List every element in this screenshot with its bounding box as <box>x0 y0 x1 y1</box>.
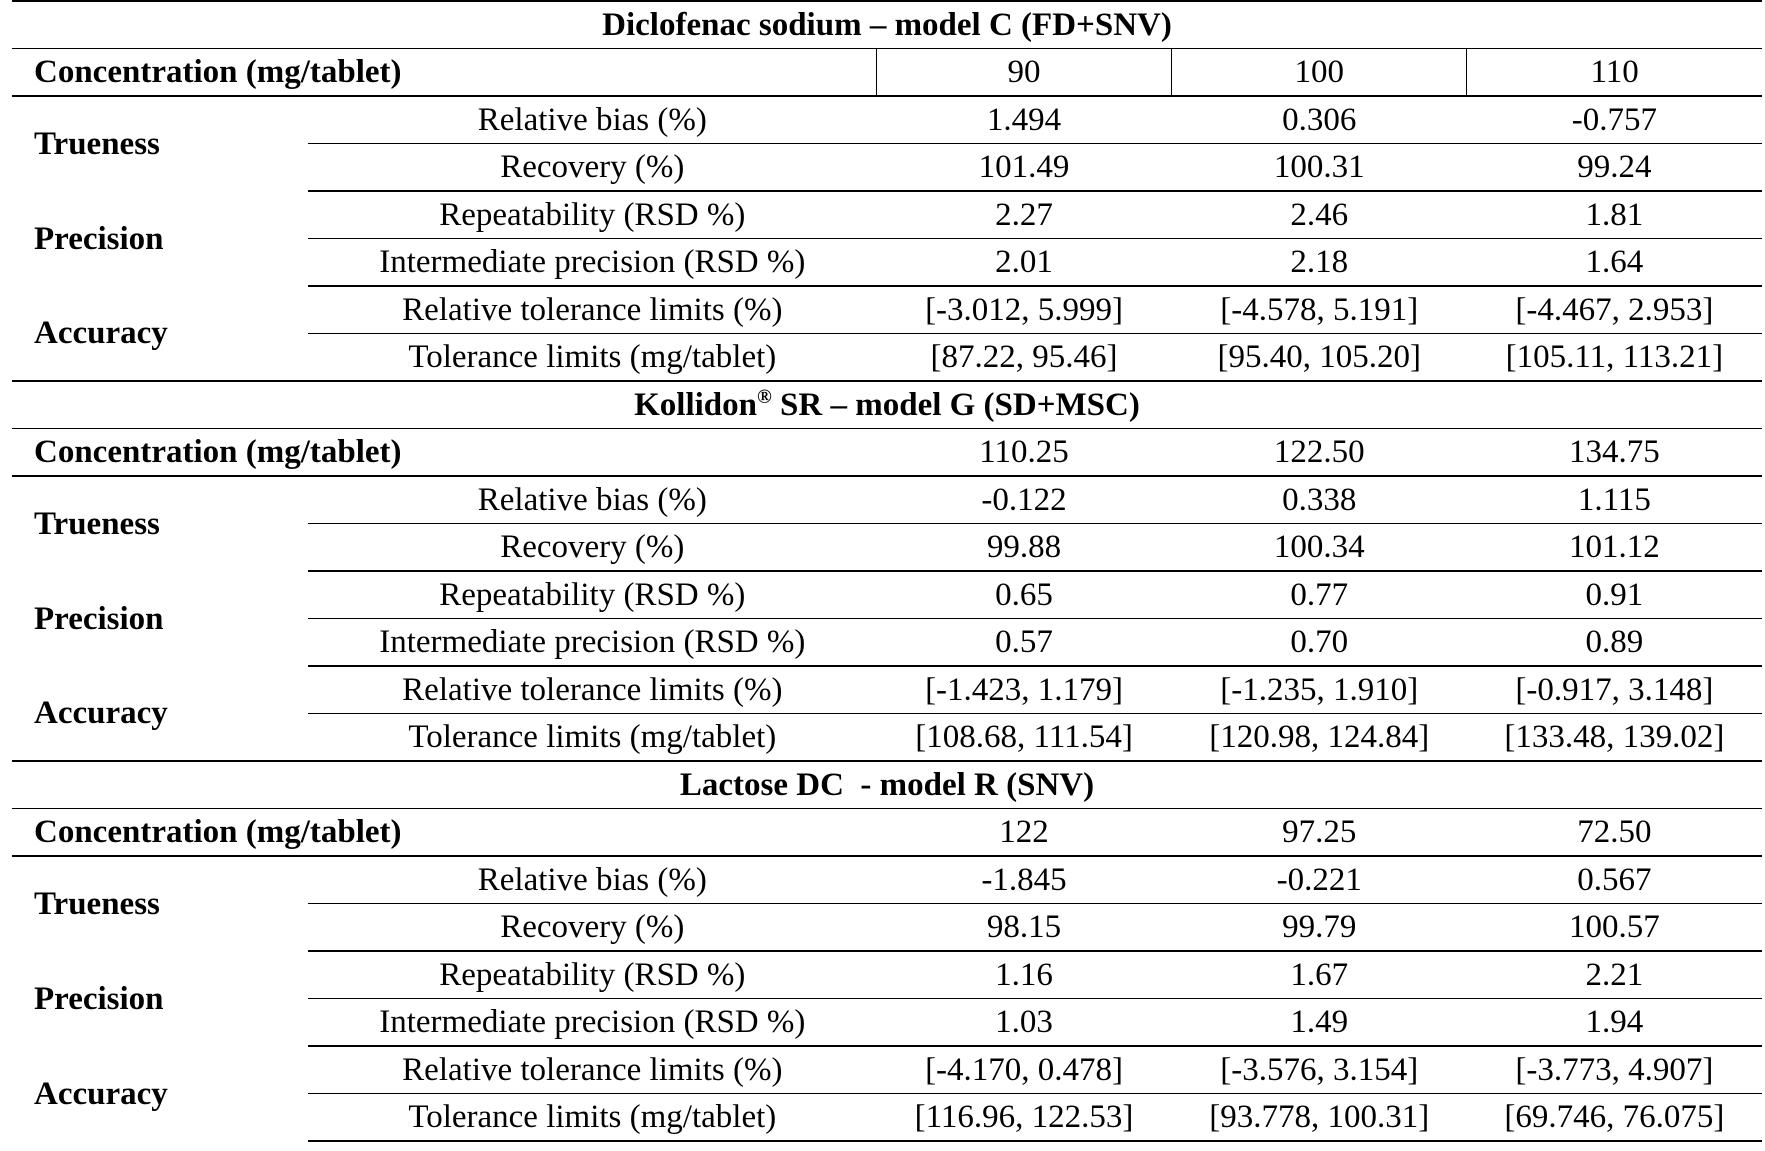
table-row <box>12 96 1762 144</box>
section-title <box>12 761 1762 809</box>
metric-value: 1.64 <box>1467 239 1762 287</box>
metric-label: Relative tolerance limits (%) <box>308 1046 876 1094</box>
metric-value: 1.16 <box>876 951 1171 999</box>
concentration-value: 110.25 <box>876 429 1171 477</box>
metric-value: 100.34 <box>1172 524 1467 572</box>
metric-label: Repeatability (RSD %) <box>308 191 876 239</box>
metric-value: 0.57 <box>876 619 1171 667</box>
metric-value: 1.94 <box>1467 999 1762 1047</box>
metric-value: [-3.012, 5.999] <box>876 286 1171 334</box>
parameter-name: Precision <box>34 220 164 257</box>
metric-value: [-4.578, 5.191] <box>1172 286 1467 334</box>
table-row <box>12 856 1762 904</box>
metric-label: Tolerance limits (mg/tablet) <box>308 334 876 382</box>
parameter-name: Precision <box>34 980 164 1017</box>
metric-value: [-4.467, 2.953] <box>1467 286 1762 334</box>
metric-value: -0.221 <box>1172 856 1467 904</box>
table-row <box>12 191 1762 239</box>
metric-value: 1.03 <box>876 999 1171 1047</box>
metric-label: Repeatability (RSD %) <box>308 571 876 619</box>
metric-value: 2.46 <box>1172 191 1467 239</box>
metric-value: 0.65 <box>876 571 1171 619</box>
metric-value: 98.15 <box>876 904 1171 952</box>
metric-label: Intermediate precision (RSD %) <box>308 999 876 1047</box>
concentration-value: 97.25 <box>1172 809 1467 857</box>
section-title-main: Kollidon <box>634 387 758 423</box>
metric-value: [69.746, 76.075] <box>1467 1094 1762 1142</box>
table-row <box>12 571 1762 619</box>
metric-value: 101.12 <box>1467 524 1762 572</box>
metric-value: [120.98, 124.84] <box>1172 714 1467 762</box>
table-row <box>12 1046 1762 1094</box>
metric-value: [-3.576, 3.154] <box>1172 1046 1467 1094</box>
metric-label: Relative tolerance limits (%) <box>308 286 876 334</box>
concentration-value: 110 <box>1467 49 1762 97</box>
concentration-value: 90 <box>876 49 1171 97</box>
metric-value: 99.79 <box>1172 904 1467 952</box>
table-row <box>12 951 1762 999</box>
metric-label: Repeatability (RSD %) <box>308 951 876 999</box>
registered-mark: ® <box>757 386 772 408</box>
metric-value: 1.494 <box>876 96 1171 144</box>
metric-value: [-4.170, 0.478] <box>876 1046 1171 1094</box>
metric-value: 0.89 <box>1467 619 1762 667</box>
parameter-name: Accuracy <box>34 695 168 731</box>
section-title-rest: SR – model G (SD+MSC) <box>771 387 1140 423</box>
metric-value: 1.49 <box>1172 999 1467 1047</box>
concentration-row <box>12 809 1762 857</box>
concentration-row <box>12 49 1762 97</box>
metric-value: 0.77 <box>1172 571 1467 619</box>
metric-label: Relative bias (%) <box>308 476 876 524</box>
metric-value: 100.57 <box>1467 904 1762 952</box>
metric-value: 100.31 <box>1172 144 1467 192</box>
section-header-row <box>12 1 1762 49</box>
metric-value: 2.21 <box>1467 951 1762 999</box>
metric-value: [105.11, 113.21] <box>1467 334 1762 382</box>
metric-label: Relative bias (%) <box>308 96 876 144</box>
concentration-value: 100 <box>1172 49 1467 97</box>
metric-value: 101.49 <box>876 144 1171 192</box>
table-row <box>12 666 1762 714</box>
metric-value: 1.115 <box>1467 476 1762 524</box>
concentration-label: Concentration (mg/tablet) <box>12 429 876 477</box>
concentration-value: 134.75 <box>1467 429 1762 477</box>
metric-value: 0.306 <box>1172 96 1467 144</box>
section-header-row <box>12 761 1762 809</box>
metric-value: [-3.773, 4.907] <box>1467 1046 1762 1094</box>
metric-value: 1.67 <box>1172 951 1467 999</box>
metric-value: [-1.423, 1.179] <box>876 666 1171 714</box>
metric-label: Relative bias (%) <box>308 856 876 904</box>
table-row <box>12 286 1762 334</box>
metric-label: Tolerance limits (mg/tablet) <box>308 714 876 762</box>
metric-label: Tolerance limits (mg/tablet) <box>308 1094 876 1142</box>
concentration-value: 122.50 <box>1172 429 1467 477</box>
metric-label: Recovery (%) <box>308 524 876 572</box>
section-title <box>12 381 1762 429</box>
metric-value: 0.70 <box>1172 619 1467 667</box>
metric-value: [-0.917, 3.148] <box>1467 666 1762 714</box>
metric-value: 99.88 <box>876 524 1171 572</box>
concentration-row <box>12 429 1762 477</box>
metric-label: Recovery (%) <box>308 904 876 952</box>
metric-value: -1.845 <box>876 856 1171 904</box>
metric-label: Recovery (%) <box>308 144 876 192</box>
section-header-row <box>12 381 1762 429</box>
metric-value: 2.27 <box>876 191 1171 239</box>
section-title: Diclofenac sodium – model C (FD+SNV) <box>12 1 1762 49</box>
metric-value: [108.68, 111.54] <box>876 714 1171 762</box>
parameter-name: Trueness <box>34 506 160 542</box>
metric-label: Relative tolerance limits (%) <box>308 666 876 714</box>
section-title-text: Lactose DC - model R (SNV) <box>679 767 1095 803</box>
parameter-name: Trueness <box>34 126 160 162</box>
concentration-label: Concentration (mg/tablet) <box>12 49 876 97</box>
metric-value: [87.22, 95.46] <box>876 334 1171 382</box>
metric-value: [95.40, 105.20] <box>1172 334 1467 382</box>
metric-value: 2.01 <box>876 239 1171 287</box>
metric-value: [133.48, 139.02] <box>1467 714 1762 762</box>
validation-results-table <box>12 0 1762 1142</box>
metric-value: 0.91 <box>1467 571 1762 619</box>
parameter-name: Accuracy <box>34 1075 168 1112</box>
table-row <box>12 476 1762 524</box>
metric-value: 0.567 <box>1467 856 1762 904</box>
parameter-name: Precision <box>34 600 164 637</box>
metric-value: 2.18 <box>1172 239 1467 287</box>
metric-value: -0.122 <box>876 476 1171 524</box>
metric-value: 0.338 <box>1172 476 1467 524</box>
metric-value: -0.757 <box>1467 96 1762 144</box>
concentration-value: 72.50 <box>1467 809 1762 857</box>
concentration-value: 122 <box>876 809 1171 857</box>
metric-value: 1.81 <box>1467 191 1762 239</box>
metric-label: Intermediate precision (RSD %) <box>308 239 876 287</box>
metric-value: [116.96, 122.53] <box>876 1094 1171 1142</box>
metric-value: 99.24 <box>1467 144 1762 192</box>
metric-label: Intermediate precision (RSD %) <box>308 619 876 667</box>
metric-value: [93.778, 100.31] <box>1172 1094 1467 1142</box>
concentration-label: Concentration (mg/tablet) <box>12 809 876 857</box>
parameter-name: Accuracy <box>34 315 168 351</box>
metric-value: [-1.235, 1.910] <box>1172 666 1467 714</box>
parameter-name: Trueness <box>34 886 160 922</box>
